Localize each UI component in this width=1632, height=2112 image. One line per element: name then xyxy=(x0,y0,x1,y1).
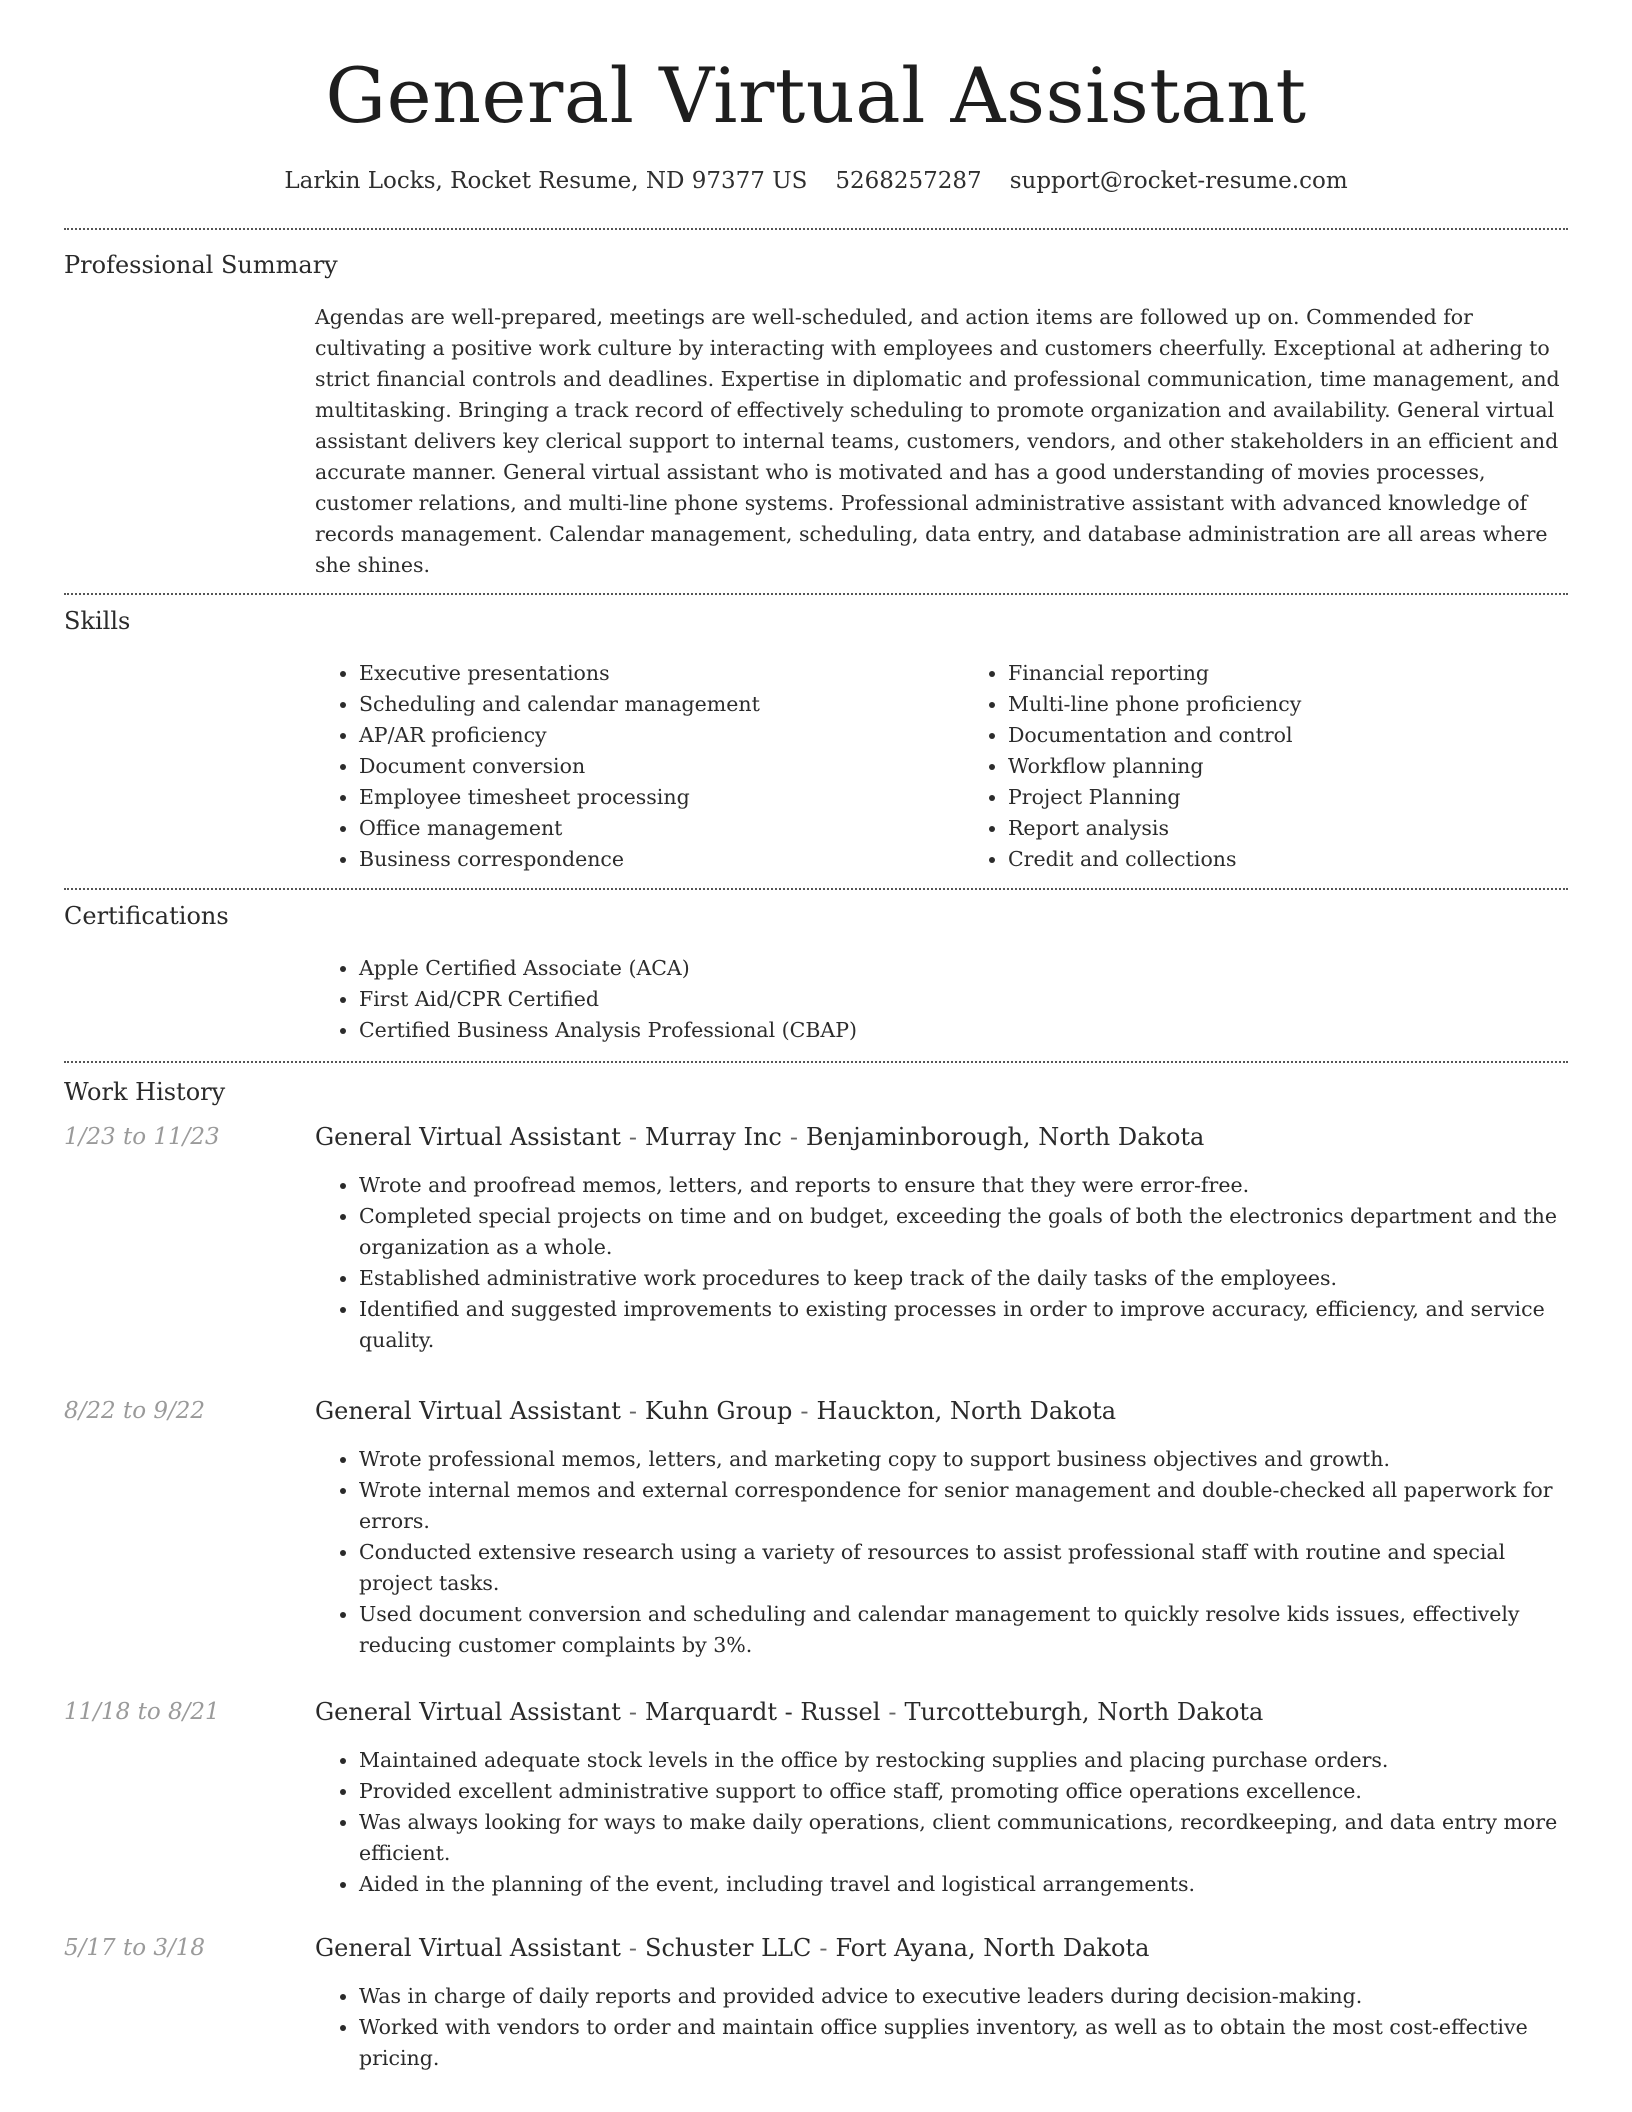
list-item: • Project Planning xyxy=(1008,782,1568,813)
job-bullets xyxy=(315,1170,1568,1356)
skills-grid xyxy=(315,658,1568,875)
job-location: Fort Ayana, North Dakota xyxy=(835,1934,1150,1962)
section-title-skills: Skills xyxy=(64,607,131,635)
job-main xyxy=(315,1697,1568,1900)
job-location: Turcotteburgh, North Dakota xyxy=(904,1698,1264,1726)
list-item: • Report analysis xyxy=(1008,813,1568,844)
list-item: • Office management xyxy=(359,813,919,844)
list-item: • Maintained adequate stock levels in the office by restocking supplies and placing purchase orders. xyxy=(359,1745,1568,1776)
section-title-summary: Professional Summary xyxy=(64,251,338,279)
skills-section xyxy=(64,595,1568,875)
list-item: • Documentation and control xyxy=(1008,720,1568,751)
job-company: Murray Inc xyxy=(645,1123,782,1151)
list-item: • Wrote professional memos, letters, and marketing copy to support business objectives and growth. xyxy=(359,1444,1568,1475)
list-item: • Certified Business Analysis Professional (CBAP) xyxy=(359,1015,1568,1046)
summary-text: Agendas are well-prepared, meetings are well-scheduled, and action items are followed up on. Commended for cultivating a positive work culture by interacting with employees and customers cheerfully. Exceptional at adhering to strict financial controls and deadlines. Expertise in diplomatic and professional communication, time management, and multitasking. Bringing a track record of effectively scheduling to promote organization and availability. General virtual assistant delivers key clerical support to internal teams, customers, vendors, and other stakeholders in an efficient and accurate manner. General virtual assistant who is motivated and has a good understanding of movies processes, customer relations, and multi-line phone systems. Professional administrative assistant with advanced knowledge of records management. Calendar management, scheduling, data entry, and database administration are all areas where she shines. xyxy=(315,305,1560,577)
section-title-certifications: Certifications xyxy=(64,902,229,930)
contact-line xyxy=(64,166,1568,196)
job-heading-separator: - xyxy=(789,1123,798,1151)
job-heading-separator: - xyxy=(628,1397,638,1425)
certifications-body xyxy=(315,953,1568,1046)
list-item: • Established administrative work procedures to keep track of the daily tasks of the employees. xyxy=(359,1263,1568,1294)
job-role: General Virtual Assistant xyxy=(315,1698,621,1726)
contact-phone: 5268257287 xyxy=(835,168,982,194)
list-item: • Was always looking for ways to make daily operations, client communications, recordkeeping, and data entry more efficient. xyxy=(359,1807,1568,1869)
skills-body xyxy=(315,658,1568,875)
job-entry xyxy=(64,1697,1568,1900)
job-entry xyxy=(64,1122,1568,1356)
list-item: • AP/AR proficiency xyxy=(359,720,919,751)
list-item: • Business correspondence xyxy=(359,844,919,875)
list-item: • Provided excellent administrative support to office staff, promoting office operations excellence. xyxy=(359,1776,1568,1807)
work-history-section xyxy=(64,1063,1568,2074)
list-item: • Completed special projects on time and on budget, exceeding the goals of both the electronics department and the organization as a whole. xyxy=(359,1201,1568,1263)
job-bullets xyxy=(315,1444,1568,1661)
list-item: • Document conversion xyxy=(359,751,919,782)
list-item: • Worked with vendors to order and maintain office supplies inventory, as well as to obtain the most cost-effective pricing. xyxy=(359,2012,1568,2074)
list-item: • First Aid/CPR Certified xyxy=(359,984,1568,1015)
job-heading-separator: - xyxy=(819,1934,828,1962)
job-bullets xyxy=(315,1981,1568,2074)
list-item: • Employee timesheet processing xyxy=(359,782,919,813)
list-item: • Executive presentations xyxy=(359,658,919,689)
resume-page xyxy=(64,0,1568,2074)
contact-address: Larkin Locks, Rocket Resume, ND 97377 US xyxy=(284,168,808,194)
job-location: Benjaminborough, North Dakota xyxy=(805,1123,1205,1151)
list-item: • Used document conversion and scheduling and calendar management to quickly resolve kids issues, effectively reducing customer complaints by 3%. xyxy=(359,1599,1568,1661)
list-item: • Wrote and proofread memos, letters, and reports to ensure that they were error-free. xyxy=(359,1170,1568,1201)
list-item: • Wrote internal memos and external correspondence for senior management and double-checked all paperwork for errors. xyxy=(359,1475,1568,1537)
job-heading xyxy=(315,1697,1568,1727)
list-item: • Workflow planning xyxy=(1008,751,1568,782)
job-dates: 1/23 to 11/23 xyxy=(64,1124,220,1150)
job-entry xyxy=(64,1396,1568,1661)
job-bullets xyxy=(315,1745,1568,1900)
job-role: General Virtual Assistant xyxy=(315,1397,621,1425)
job-heading-separator: - xyxy=(628,1698,638,1726)
list-item: • Conducted extensive research using a variety of resources to assist professional staff with routine and special project tasks. xyxy=(359,1537,1568,1599)
list-item: • Was in charge of daily reports and provided advice to executive leaders during decision-making. xyxy=(359,1981,1568,2012)
list-item: • Multi-line phone proficiency xyxy=(1008,689,1568,720)
job-dates: 11/18 to 8/21 xyxy=(64,1699,220,1725)
job-company: Marquardt - Russel xyxy=(645,1698,881,1726)
summary-body xyxy=(315,302,1568,581)
job-heading xyxy=(315,1396,1568,1426)
list-item: • Scheduling and calendar management xyxy=(359,689,919,720)
skills-list-left xyxy=(315,658,919,875)
resume-name: General Virtual Assistant xyxy=(325,51,1307,140)
job-heading-separator: - xyxy=(888,1698,897,1726)
job-dates: 5/17 to 3/18 xyxy=(64,1935,206,1961)
job-main xyxy=(315,1396,1568,1661)
list-item: • Financial reporting xyxy=(1008,658,1568,689)
job-company: Schuster LLC xyxy=(645,1934,812,1962)
list-item: • Apple Certified Associate (ACA) xyxy=(359,953,1568,984)
contact-email: support@rocket-resume.com xyxy=(1009,168,1348,194)
skills-list-right xyxy=(964,658,1568,875)
job-role: General Virtual Assistant xyxy=(315,1123,621,1151)
job-company: Kuhn Group xyxy=(645,1397,793,1425)
job-main xyxy=(315,1122,1568,1356)
job-heading xyxy=(315,1122,1568,1152)
jobs-list xyxy=(64,1122,1568,2074)
job-heading-separator: - xyxy=(628,1123,638,1151)
job-entry xyxy=(64,1933,1568,2074)
job-location: Hauckton, North Dakota xyxy=(816,1397,1117,1425)
list-item: • Identified and suggested improvements to existing processes in order to improve accuracy, efficiency, and service quality. xyxy=(359,1294,1568,1356)
list-item: • Credit and collections xyxy=(1008,844,1568,875)
summary-section xyxy=(64,230,1568,581)
job-heading xyxy=(315,1933,1568,1963)
job-heading-separator: - xyxy=(628,1934,638,1962)
job-heading-separator: - xyxy=(800,1397,809,1425)
job-main xyxy=(315,1933,1568,2074)
section-title-work-history: Work History xyxy=(64,1078,226,1106)
job-dates: 8/22 to 9/22 xyxy=(64,1398,206,1424)
job-role: General Virtual Assistant xyxy=(315,1934,621,1962)
certifications-list xyxy=(315,953,1568,1046)
certifications-section xyxy=(64,890,1568,1046)
list-item: • Aided in the planning of the event, including travel and logistical arrangements. xyxy=(359,1869,1568,1900)
